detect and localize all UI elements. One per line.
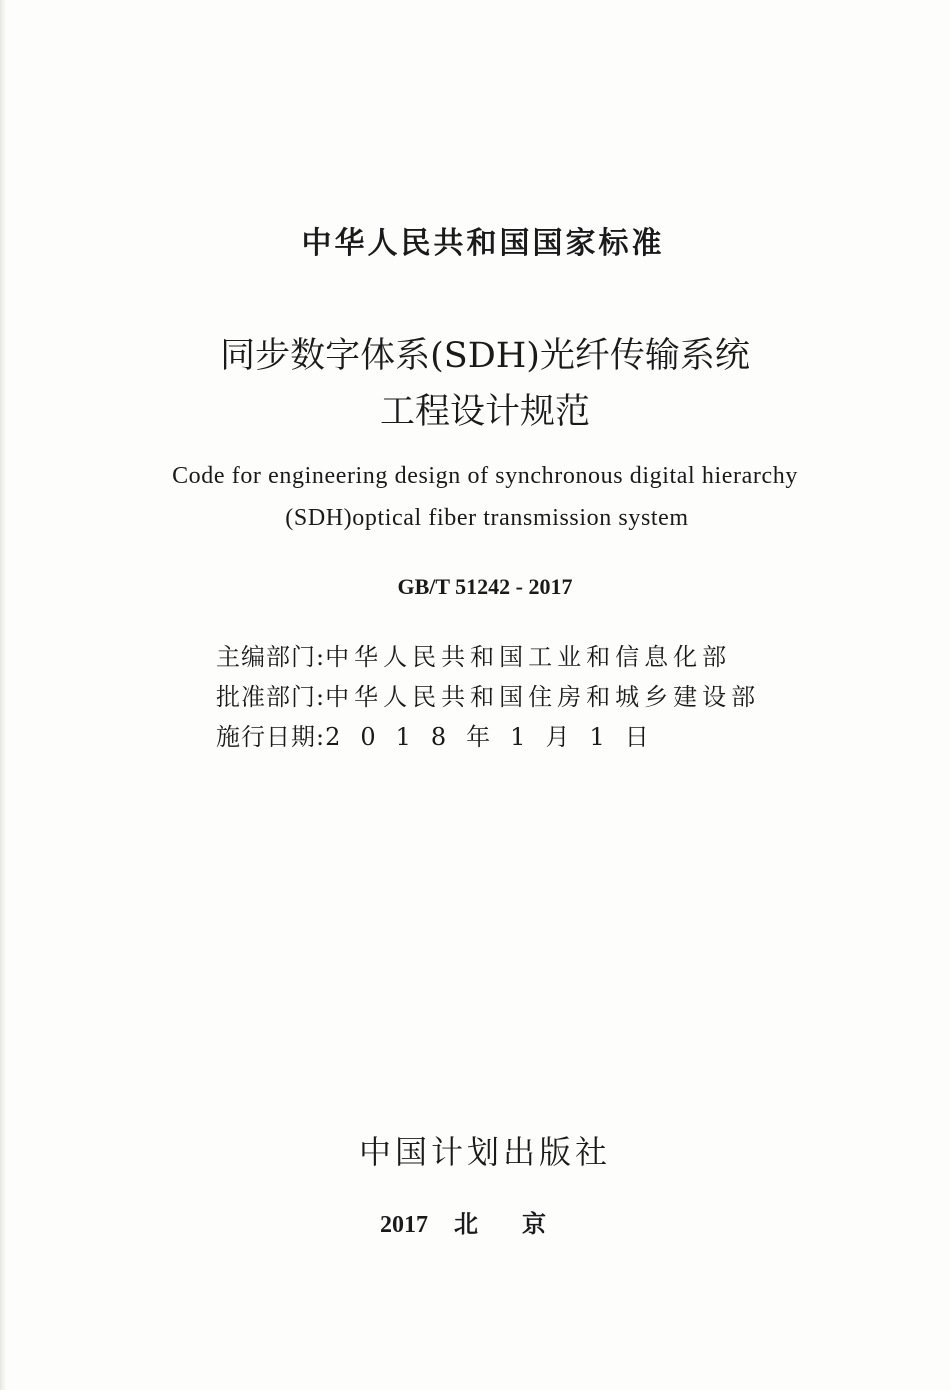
standard-code: GB/T 51242 - 2017 [397, 574, 573, 599]
page-edge [0, 0, 6, 1390]
metadata-block [216, 634, 776, 754]
approver-row [216, 674, 776, 714]
publication-year: 2017 [380, 1212, 428, 1238]
approver-label: 批准部门: [216, 682, 326, 711]
effective-date-value: 2018年1月1日 [325, 722, 669, 751]
editor-row [216, 634, 776, 674]
effective-date-row [216, 714, 776, 754]
editor-value: 中华人民共和国工业和信息化部 [325, 642, 732, 671]
effective-date-label: 施行日期: [216, 722, 326, 751]
standard-type-heading: 中华人民共和国国家标准 [301, 226, 665, 261]
editor-label: 主编部门: [216, 642, 326, 671]
title-chinese-line2: 工程设计规范 [379, 392, 590, 432]
title-english-line2: (SDH)optical fiber transmission system [285, 505, 689, 531]
title-english-line1: Code for engineering design of synchronous digital hierarchy [172, 463, 798, 489]
publication-city: 北京 [454, 1212, 590, 1238]
publisher-name: 中国计划出版社 [358, 1133, 611, 1171]
approver-value: 中华人民共和国住房和城乡建设部 [325, 682, 761, 711]
title-chinese-line1: 同步数字体系(SDH)光纤传输系统 [220, 336, 750, 376]
publication-info [10, 1204, 950, 1239]
